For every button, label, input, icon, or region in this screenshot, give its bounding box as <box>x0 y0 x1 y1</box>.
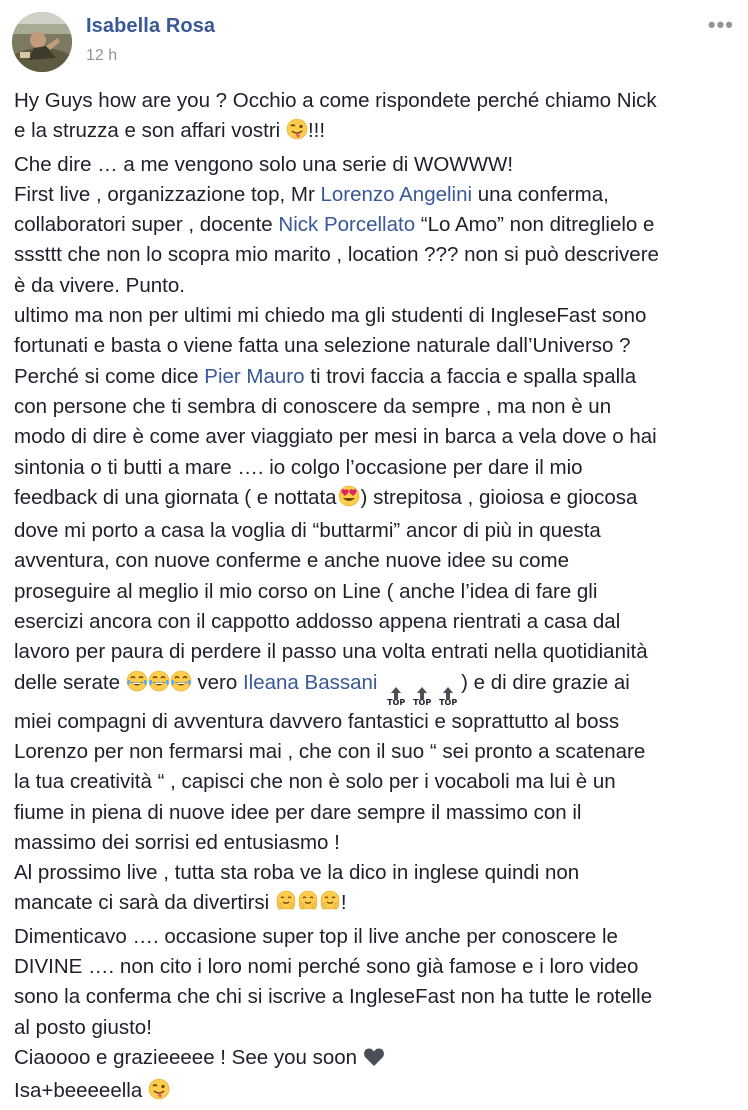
post-line <box>14 516 744 546</box>
text-segment: sintonia o ti butti a mare …. io colgo l’occasione per dare il mio <box>14 455 583 479</box>
text-segment: ) e di dire grazie ai <box>461 670 630 694</box>
text-segment: miei compagni di avventura davvero fantastici e soprattutto al boss <box>14 709 620 733</box>
post-line <box>14 301 744 331</box>
post-line <box>14 922 744 952</box>
text-segment: la tua creatività “ , capisci che non è solo per i vocaboli ma lui è un <box>14 770 616 794</box>
post-line <box>14 668 744 707</box>
post-line <box>14 86 744 116</box>
text-segment: Al prossimo live , tutta sta roba ve la dico in inglese quindi non <box>14 861 580 885</box>
top-arrow-emoji <box>411 687 433 707</box>
mention-link[interactable]: Pier Mauro <box>204 364 305 388</box>
post-line <box>14 737 744 767</box>
text-segment: Lorenzo per non fermarsi mai , che con il suo “ sei pronto a scatenare <box>14 739 646 763</box>
post-line <box>14 546 744 576</box>
text-segment: sssttt che non lo scopra mio marito , location ??? non si può descrivere <box>14 243 659 267</box>
top-arrow-emoji <box>437 687 459 707</box>
tongue-wink-emoji <box>286 118 308 149</box>
hug-emoji <box>275 890 297 921</box>
post-line <box>14 607 744 637</box>
post-line <box>14 362 744 392</box>
text-segment: sono la conferma che chi si iscrive a IngleseFast non ha tutte le rotelle <box>14 985 653 1009</box>
post-line <box>14 952 744 982</box>
post-line <box>14 577 744 607</box>
joy-emoji <box>126 670 148 701</box>
post-timestamp[interactable]: 12 h <box>86 47 118 64</box>
text-segment: con persone che ti sembra di conoscere da sempre , ma non è un <box>14 394 612 418</box>
text-segment: “Lo Amo” non ditreglielo e <box>415 213 655 237</box>
top-arrow-emoji <box>385 687 407 707</box>
text-segment: Che dire … a me vengono solo una serie di WOWWW! <box>14 152 514 176</box>
text-segment: vero <box>191 670 243 694</box>
text-segment: ultimo ma non per ultimi mi chiedo ma gli studenti di IngleseFast sono <box>14 304 647 328</box>
text-segment: delle serate <box>14 670 126 694</box>
hug-emoji <box>319 890 341 921</box>
post-line <box>14 271 744 301</box>
text-segment: e la struzza e son affari vostri <box>14 119 286 143</box>
author-name[interactable]: Isabella Rosa <box>86 15 216 37</box>
top-label: TOP <box>413 697 432 707</box>
post-line <box>14 483 744 516</box>
top-label: TOP <box>439 697 458 707</box>
text-segment: Isa+beeeeella <box>14 1079 148 1103</box>
joy-emoji <box>148 670 170 701</box>
post-line <box>14 422 744 452</box>
text-segment: modo di dire è come aver viaggiato per mesi in barca a vela dove o hai <box>14 425 657 449</box>
joy-emoji <box>170 670 192 701</box>
post-line <box>14 453 744 483</box>
more-horizontal-icon[interactable]: ••• <box>707 12 734 37</box>
text-segment: esercizi ancora con il cappotto addosso appena rientrati a casa dal <box>14 610 621 634</box>
text-segment: Hy Guys how are you ? Occhio a come rispondete perché chiamo Nick <box>14 89 657 112</box>
post-line <box>14 1013 744 1043</box>
post-line <box>14 116 744 149</box>
post-line <box>14 637 744 667</box>
text-segment: massimo dei sorrisi ed entusiasmo ! <box>14 830 340 854</box>
text-segment: collaboratori super , docente <box>14 213 279 237</box>
text-segment <box>377 671 383 694</box>
text-segment: avventura, con nuove conferme e anche nuove idee su come <box>14 549 569 573</box>
text-segment: mancate ci sarà da divertirsi <box>14 891 275 915</box>
black-heart-emoji <box>363 1046 385 1076</box>
post-text <box>14 86 744 1110</box>
mention-link[interactable]: Nick Porcellato <box>278 213 416 237</box>
text-segment: feedback di una giornata ( e nottata <box>14 485 337 509</box>
post-line <box>14 150 744 180</box>
post-line <box>14 767 744 797</box>
hug-emoji <box>297 890 319 921</box>
heart-eyes-emoji <box>337 485 361 516</box>
post-line <box>14 707 744 737</box>
post-line <box>14 331 744 361</box>
mention-link[interactable]: Ileana Bassani <box>242 670 378 694</box>
text-segment: ti trovi faccia a faccia e spalla spalla <box>304 364 637 388</box>
text-segment: DIVINE …. non cito i loro nomi perché sono già famose e i loro video <box>14 955 639 979</box>
text-segment: fiume in piena di nuove idee per dare sempre il massimo con il <box>14 800 582 824</box>
post-line <box>14 828 744 858</box>
text-segment: ) strepitosa , gioiosa e giocosa <box>360 485 638 509</box>
post-line <box>14 1076 744 1109</box>
text-segment: Dimenticavo …. occasione super top il live anche per conoscere le <box>14 924 618 948</box>
post-line <box>14 982 744 1012</box>
text-segment: First live , organizzazione top, Mr <box>14 182 321 206</box>
text-segment: Ciaoooo e grazieeeee ! See you soon <box>14 1045 363 1069</box>
text-segment: Perché si come dice <box>14 364 205 388</box>
text-segment: fortunati e basta o viene fatta una selezione naturale dall’Universo ? <box>14 334 631 358</box>
post-line <box>14 888 744 921</box>
text-segment: è da vivere. Punto. <box>14 273 185 297</box>
post-line <box>14 392 744 422</box>
text-segment: ! <box>340 891 347 915</box>
post-line <box>14 210 744 240</box>
post-line <box>14 240 744 270</box>
post-line <box>14 1043 744 1076</box>
tongue-wink-emoji <box>148 1078 170 1109</box>
text-segment: !!! <box>307 119 326 143</box>
text-segment: al posto giusto! <box>14 1015 152 1039</box>
post-line <box>14 858 744 888</box>
mention-link[interactable]: Lorenzo Angelini <box>320 182 473 206</box>
text-segment: lavoro per paura di perdere il passo una volta entrati nella quotidianità <box>14 640 648 664</box>
post-line <box>14 180 744 210</box>
text-segment: una conferma, <box>472 182 609 206</box>
text-segment: dove mi porto a casa la voglia di “buttarmi” ancor di più in questa <box>14 519 601 543</box>
post-line <box>14 798 744 828</box>
avatar[interactable] <box>12 12 72 72</box>
text-segment: proseguire al meglio il mio corso on Line ( anche l’idea di fare gli <box>14 579 598 603</box>
top-label: TOP <box>387 697 406 707</box>
